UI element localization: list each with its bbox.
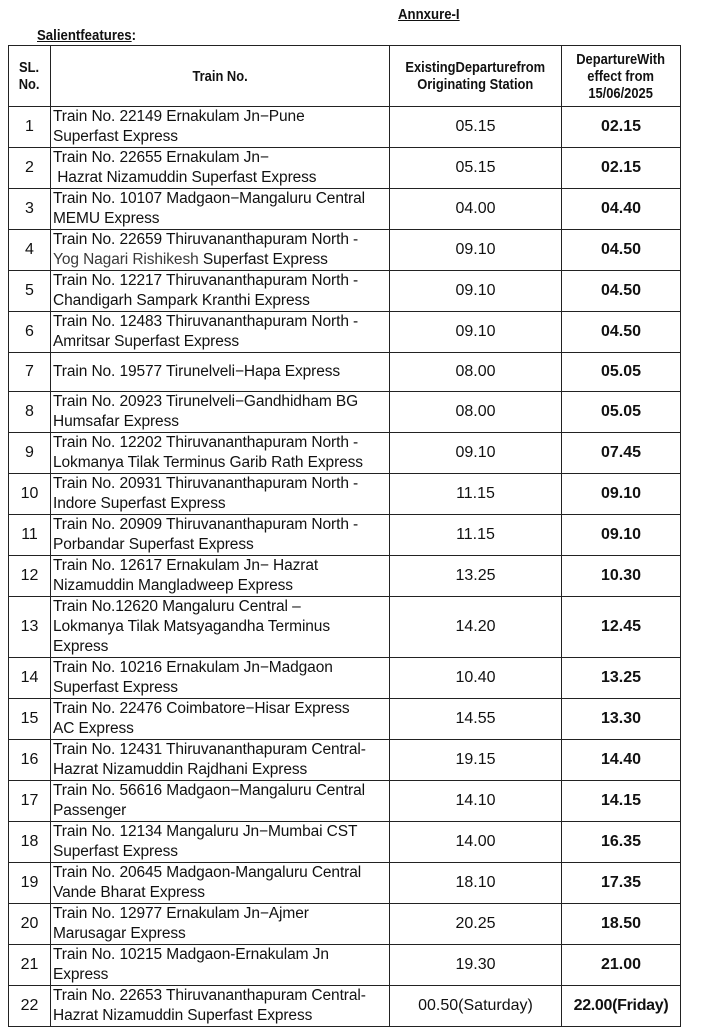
table-row	[9, 740, 681, 781]
table-row	[9, 474, 681, 515]
header-existing-line1: ExistingDeparturefrom	[405, 59, 546, 76]
cell-sl-no: 14	[9, 658, 51, 699]
header-sl-no-line2: No.	[19, 76, 40, 93]
cell-sl-no: 18	[9, 822, 51, 863]
cell-existing-departure: 11.15	[390, 474, 562, 515]
cell-sl-no: 17	[9, 781, 51, 822]
table-row	[9, 556, 681, 597]
train-name-line: Lokmanya Tilak Matsyagandha Terminus	[53, 618, 330, 635]
table-row	[9, 189, 681, 230]
header-sl-no-line1: SL.	[19, 59, 40, 76]
cell-new-departure: 10.30	[562, 556, 681, 597]
train-name-line: Train No. 12483 Thiruvananthapuram North -	[53, 313, 359, 330]
train-destination-highlight: Yog Nagari Rishikesh	[53, 251, 199, 268]
train-name-line: Hazrat Nizamuddin Superfast Express	[53, 169, 317, 186]
cell-existing-departure: 05.15	[390, 107, 562, 148]
cell-existing-departure: 14.20	[390, 597, 562, 658]
train-name-line: Train No. 22655 Ernakulam Jn−	[53, 149, 269, 166]
cell-new-departure: 13.30	[562, 699, 681, 740]
cell-train-name	[51, 986, 390, 1027]
cell-existing-departure: 14.55	[390, 699, 562, 740]
table-body	[9, 107, 681, 1027]
cell-existing-departure: 19.30	[390, 945, 562, 986]
cell-new-departure: 16.35	[562, 822, 681, 863]
table-header-row	[9, 46, 681, 107]
cell-existing-departure: 09.10	[390, 230, 562, 271]
cell-train-name	[51, 822, 390, 863]
cell-train-name	[51, 658, 390, 699]
cell-new-departure: 05.05	[562, 353, 681, 392]
table-row	[9, 353, 681, 392]
cell-new-departure: 02.15	[562, 107, 681, 148]
train-name-line: Amritsar Superfast Express	[53, 333, 240, 350]
cell-new-departure: 04.50	[562, 312, 681, 353]
train-name-line: Train No. 12217 Thiruvananthapuram North -	[53, 272, 359, 289]
cell-train-name	[51, 556, 390, 597]
header-new-line3: 15/06/2025	[588, 84, 654, 102]
train-name-line: Train No. 19577 Tirunelveli−Hapa Express	[53, 363, 341, 380]
train-name-line: Express	[53, 966, 109, 983]
train-name-line: Train No. 20923 Tirunelveli−Gandhidham BG	[53, 393, 359, 410]
train-name-line: Train No. 20909 Thiruvananthapuram North -	[53, 516, 359, 533]
train-name-line: Train No. 10107 Madgaon−Mangaluru Central	[53, 190, 365, 207]
cell-train-name	[51, 474, 390, 515]
cell-existing-departure: 13.25	[390, 556, 562, 597]
cell-new-departure: 12.45	[562, 597, 681, 658]
cell-sl-no: 21	[9, 945, 51, 986]
cell-existing-departure: 10.40	[390, 658, 562, 699]
train-name-line: Nizamuddin Mangladweep Express	[53, 577, 293, 594]
cell-train-name	[51, 945, 390, 986]
train-name-line: Marusagar Express	[53, 925, 186, 942]
cell-new-departure: 17.35	[562, 863, 681, 904]
table-row	[9, 986, 681, 1027]
train-schedule-table	[8, 45, 681, 1027]
cell-sl-no: 9	[9, 433, 51, 474]
cell-new-departure: 13.25	[562, 658, 681, 699]
train-name-line: Train No. 20645 Madgaon-Mangaluru Central	[53, 864, 362, 881]
cell-existing-departure: 19.15	[390, 740, 562, 781]
cell-sl-no: 7	[9, 353, 51, 392]
cell-existing-departure: 09.10	[390, 271, 562, 312]
cell-sl-no: 12	[9, 556, 51, 597]
train-name-line: Superfast Express	[53, 843, 178, 860]
train-name-line: Train No. 22653 Thiruvananthapuram Central-	[53, 987, 366, 1004]
train-name-line: Indore Superfast Express	[53, 495, 226, 512]
cell-new-departure: 09.10	[562, 515, 681, 556]
cell-existing-departure: 11.15	[390, 515, 562, 556]
annexure-title: Annxure-I	[398, 6, 460, 23]
cell-sl-no: 6	[9, 312, 51, 353]
cell-new-departure: 02.15	[562, 148, 681, 189]
train-name-line: Train No. 22659 Thiruvananthapuram North -	[53, 231, 359, 248]
cell-train-name	[51, 699, 390, 740]
section-heading-colon: :	[131, 27, 137, 44]
header-sl-no	[9, 46, 51, 107]
cell-existing-departure: 05.15	[390, 148, 562, 189]
cell-train-name	[51, 148, 390, 189]
train-name-line	[53, 250, 389, 270]
train-name-line: Train No. 12977 Ernakulam Jn−Ajmer	[53, 905, 309, 922]
train-name-line: Hazrat Nizamuddin Rajdhani Express	[53, 761, 308, 778]
cell-sl-no: 20	[9, 904, 51, 945]
header-train-no	[51, 46, 390, 107]
cell-sl-no: 5	[9, 271, 51, 312]
table-row	[9, 699, 681, 740]
cell-sl-no: 10	[9, 474, 51, 515]
train-name-line: Train No. 20931 Thiruvananthapuram North -	[53, 475, 359, 492]
train-name-line: Train No. 10216 Ernakulam Jn−Madgaon	[53, 659, 333, 676]
cell-new-departure: 09.10	[562, 474, 681, 515]
cell-train-name	[51, 515, 390, 556]
cell-train-name	[51, 781, 390, 822]
cell-existing-departure: 14.10	[390, 781, 562, 822]
cell-existing-departure: 09.10	[390, 433, 562, 474]
cell-existing-departure: 00.50(Saturday)	[390, 986, 562, 1027]
cell-new-departure: 22.00(Friday)	[562, 986, 681, 1027]
header-train-no-text: Train No.	[192, 67, 248, 85]
table-row	[9, 945, 681, 986]
train-name-line: Humsafar Express	[53, 413, 179, 430]
train-name-line: Express	[53, 638, 109, 655]
train-name-line: Train No. 22476 Coimbatore−Hisar Express	[53, 700, 350, 717]
cell-train-name	[51, 597, 390, 658]
train-name-line: Superfast Express	[53, 679, 178, 696]
cell-existing-departure: 04.00	[390, 189, 562, 230]
cell-sl-no: 8	[9, 392, 51, 433]
table-row	[9, 433, 681, 474]
cell-sl-no: 15	[9, 699, 51, 740]
cell-new-departure: 04.50	[562, 230, 681, 271]
cell-train-name	[51, 392, 390, 433]
cell-new-departure: 05.05	[562, 392, 681, 433]
train-name-line: Train No.12620 Mangaluru Central –	[53, 598, 301, 615]
train-name-line: Superfast Express	[53, 128, 178, 145]
cell-train-name	[51, 271, 390, 312]
train-name-line: Train No. 12202 Thiruvananthapuram North -	[53, 434, 359, 451]
cell-new-departure: 14.15	[562, 781, 681, 822]
section-heading	[37, 27, 136, 44]
cell-new-departure: 14.40	[562, 740, 681, 781]
cell-sl-no: 3	[9, 189, 51, 230]
cell-train-name	[51, 353, 390, 392]
section-heading-text: Salientfeatures	[37, 27, 132, 44]
train-name-line: Vande Bharat Express	[53, 884, 205, 901]
cell-train-name	[51, 740, 390, 781]
cell-sl-no: 4	[9, 230, 51, 271]
cell-existing-departure: 14.00	[390, 822, 562, 863]
cell-sl-no: 22	[9, 986, 51, 1027]
cell-train-name	[51, 230, 390, 271]
cell-train-name	[51, 312, 390, 353]
table-row	[9, 148, 681, 189]
cell-new-departure: 21.00	[562, 945, 681, 986]
cell-train-name	[51, 189, 390, 230]
train-name-suffix: Superfast Express	[198, 251, 328, 268]
header-new-line1: DepartureWith	[576, 50, 666, 68]
cell-new-departure: 18.50	[562, 904, 681, 945]
table-row	[9, 230, 681, 271]
cell-sl-no: 2	[9, 148, 51, 189]
table-row	[9, 904, 681, 945]
train-name-line: Train No. 56616 Madgaon−Mangaluru Central	[53, 782, 365, 799]
cell-new-departure: 07.45	[562, 433, 681, 474]
table-row	[9, 822, 681, 863]
cell-sl-no: 1	[9, 107, 51, 148]
table-row	[9, 107, 681, 148]
train-name-line: Train No. 10215 Madgaon-Ernakulam Jn	[53, 946, 329, 963]
header-new-departure	[562, 46, 681, 107]
train-name-line: Passenger	[53, 802, 127, 819]
cell-train-name	[51, 863, 390, 904]
table-row	[9, 781, 681, 822]
table-row	[9, 392, 681, 433]
train-name-line: Porbandar Superfast Express	[53, 536, 254, 553]
header-existing-departure	[390, 46, 562, 107]
train-name-line: Train No. 22149 Ernakulam Jn−Pune	[53, 108, 305, 125]
cell-existing-departure: 18.10	[390, 863, 562, 904]
cell-sl-no: 19	[9, 863, 51, 904]
table-row	[9, 863, 681, 904]
cell-new-departure: 04.50	[562, 271, 681, 312]
header-existing-line2: Originating Station	[417, 76, 534, 93]
cell-new-departure: 04.40	[562, 189, 681, 230]
cell-existing-departure: 20.25	[390, 904, 562, 945]
table-row	[9, 597, 681, 658]
header-new-line2: effect from	[587, 67, 655, 85]
cell-existing-departure: 08.00	[390, 392, 562, 433]
train-name-line: Hazrat Nizamuddin Superfast Express	[53, 1007, 313, 1024]
table-row	[9, 312, 681, 353]
cell-train-name	[51, 433, 390, 474]
table-row	[9, 271, 681, 312]
table-row	[9, 515, 681, 556]
train-name-line: Lokmanya Tilak Terminus Garib Rath Express	[53, 454, 363, 471]
train-name-line: Train No. 12431 Thiruvananthapuram Central-	[53, 741, 366, 758]
cell-sl-no: 16	[9, 740, 51, 781]
cell-existing-departure: 08.00	[390, 353, 562, 392]
train-name-line: Chandigarh Sampark Kranthi Express	[53, 292, 310, 309]
cell-sl-no: 13	[9, 597, 51, 658]
train-name-line: Train No. 12134 Mangaluru Jn−Mumbai CST	[53, 823, 358, 840]
cell-sl-no: 11	[9, 515, 51, 556]
cell-train-name	[51, 904, 390, 945]
table-row	[9, 658, 681, 699]
train-name-line: AC Express	[53, 720, 134, 737]
cell-train-name	[51, 107, 390, 148]
train-name-line: Train No. 12617 Ernakulam Jn− Hazrat	[53, 557, 319, 574]
train-name-line: MEMU Express	[53, 210, 160, 227]
cell-existing-departure: 09.10	[390, 312, 562, 353]
